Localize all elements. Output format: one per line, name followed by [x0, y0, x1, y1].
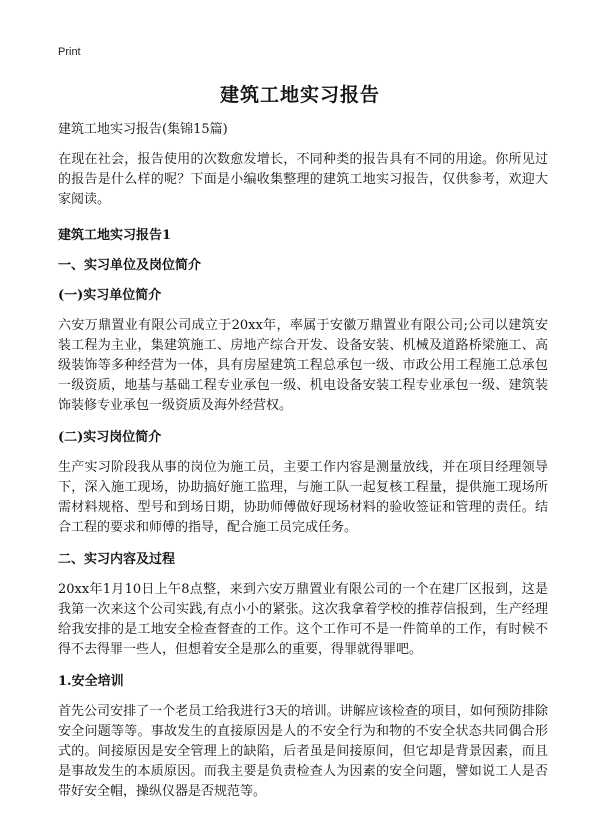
document-body — [58, 120, 548, 814]
unit-description-paragraph: 六安万鼎置业有限公司成立于20xx年，率属于安徽万鼎置业有限公司;公司以建筑安装工程为主业，集建筑施工、房地产综合开发、设备安装、机械及道路桥梁施工、高级装饰等多种经营为一体，具有房屋建筑工程总承包一级、市政公用工程施工总承包一级资质，地基与基础工程专业承包一级、机电设备安装工程专业承包一级、建筑装饰装修专业承包一级资质及海外经营权。 — [58, 318, 548, 413]
document-title: 建筑工地实习报告 — [219, 84, 380, 106]
intro-paragraph: 在现在社会，报告使用的次数愈发增长，不同种类的报告具有不同的用途。你所见过的报告是什么样的呢？下面是小编收集整理的建筑工地实习报告，仅供参考，欢迎大家阅读。 — [58, 152, 548, 207]
document-subtitle: 建筑工地实习报告(集锦15篇) — [58, 122, 228, 137]
post-description-paragraph: 生产实习阶段我从事的岗位为施工员，主要工作内容是测量放线，并在项目经理领导下，深入施工现场，协助搞好施工监理，与施工队一起复核工程量，提供施工现场所需材料规格、型号和到场日期，协助师傅做好现场材料的验收签证和管理的责任。结合工程的要求和师傅的指导，配合施工员完成任务。 — [58, 460, 548, 535]
content-process-paragraph: 20xx年1月10日上午8点整，来到六安万鼎置业有限公司的一个在建厂区报到，这是我第一次来这个公司实践,有点小小的紧张。这次我拿着学校的推荐信报到，生产经理给我安排的是工地安全检查督查的工作。这个工作可不是一件简单的工作，有时候不得不去得罪一些人，但想着安全是那么的重要，得罪就得罪吧。 — [58, 582, 548, 657]
subsection-heading-post: (二)实习岗位简介 — [58, 430, 162, 445]
print-label: Print — [58, 46, 81, 58]
safety-training-paragraph: 首先公司安排了一个老员工给我进行3天的培训。讲解应该检查的项目，如何预防排除安全问题等等。事故发生的直接原因是人的不安全行为和物的不安全状态共同偶合形式的。间接原因是安全管理上的缺陷，后者虽是间接原间，但它却是背景因素，而且是事故发生的本质原因。而我主要是负责检查人为因素的安全问题，譬如说工人是否带好安全帽，操纵仪器是否规范等。 — [58, 704, 548, 799]
report-heading: 建筑工地实习报告1 — [58, 228, 172, 243]
subsection-heading-unit: (一)实习单位简介 — [58, 288, 162, 303]
point-heading-safety-training: 1.安全培训 — [58, 674, 124, 689]
section-heading-content-process: 二、实习内容及过程 — [58, 552, 176, 567]
section-heading-unit-and-post: 一、实习单位及岗位简介 — [58, 258, 202, 273]
